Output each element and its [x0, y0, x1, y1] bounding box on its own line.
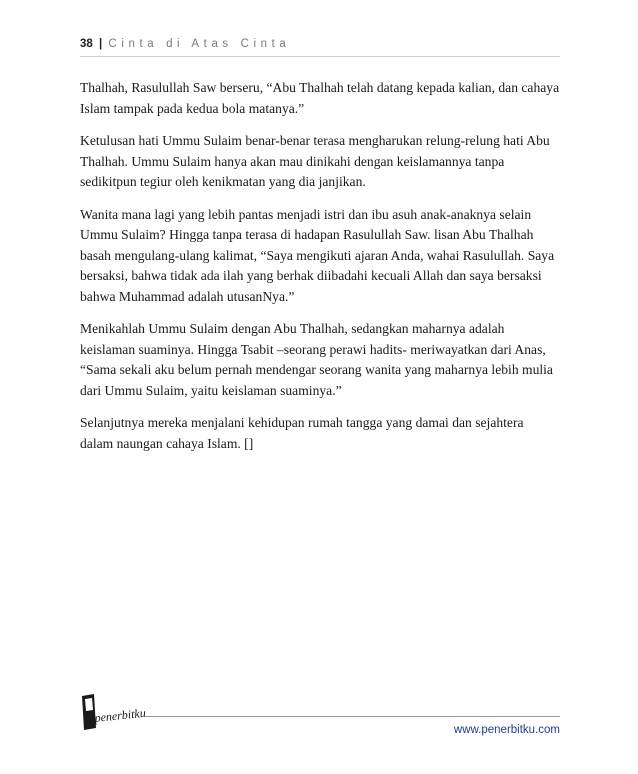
footer-divider [145, 716, 560, 717]
paragraph-2: Ketulusan hati Ummu Sulaim benar-benar terasa mengharukan relung-relung hati Abu Thalhah. Ummu Sulaim hanya akan mau dinikahi dengan keislamannya tanpa sedikitpun tegiur oleh kenikmatan yang dia janjikan. [80, 133, 550, 189]
header-separator: | [99, 38, 103, 50]
publisher-logo [78, 692, 148, 734]
body-text [80, 78, 560, 466]
footer-url[interactable]: www.penerbitku.com [453, 724, 560, 736]
logo-text: penerbitku [93, 705, 147, 725]
paragraph-5: Selanjutnya mereka menjalani kehidupan rumah tangga yang damai dan sejahtera dalam naungan cahaya Islam. [] [80, 415, 524, 451]
paragraph-1: Thalhah, Rasulullah Saw berseru, “Abu Thalhah telah datang kepada kalian, dan cahaya Islam tampak pada kedua bola matanya.” [80, 80, 560, 116]
paragraph-4: Menikahlah Ummu Sulaim dengan Abu Thalhah, sedangkan maharnya adalah keislaman suaminya. Hingga Tsabit –seorang perawi hadits- meriwayatkan dari Anas, “Sama sekali aku belum pernah mendengar seorang wanita yang maharnya lebih mulia dari Ummu Sulaim, yaitu keislaman suaminya.” [80, 321, 553, 398]
paragraph-3: Wanita mana lagi yang lebih pantas menjadi istri dan ibu asuh anak-anaknya selain Ummu Sulaim? Hingga tanpa terasa di hadapan Rasulullah Saw. lisan Abu Thalhah basah mengulang-ulang kalimat, “Saya mengikuti ajaran Anda, wahai Rasulullah. Saya bersaksi, bahwa tidak ada ilah yang berhak diibadahi kecuali Allah dan saya bersaksi bahwa Muhammad adalah utusanNya.” [80, 206, 555, 304]
page-number: 38 [80, 38, 93, 50]
book-title: Cinta di Atas Cinta [108, 38, 291, 50]
page-header [80, 38, 560, 57]
